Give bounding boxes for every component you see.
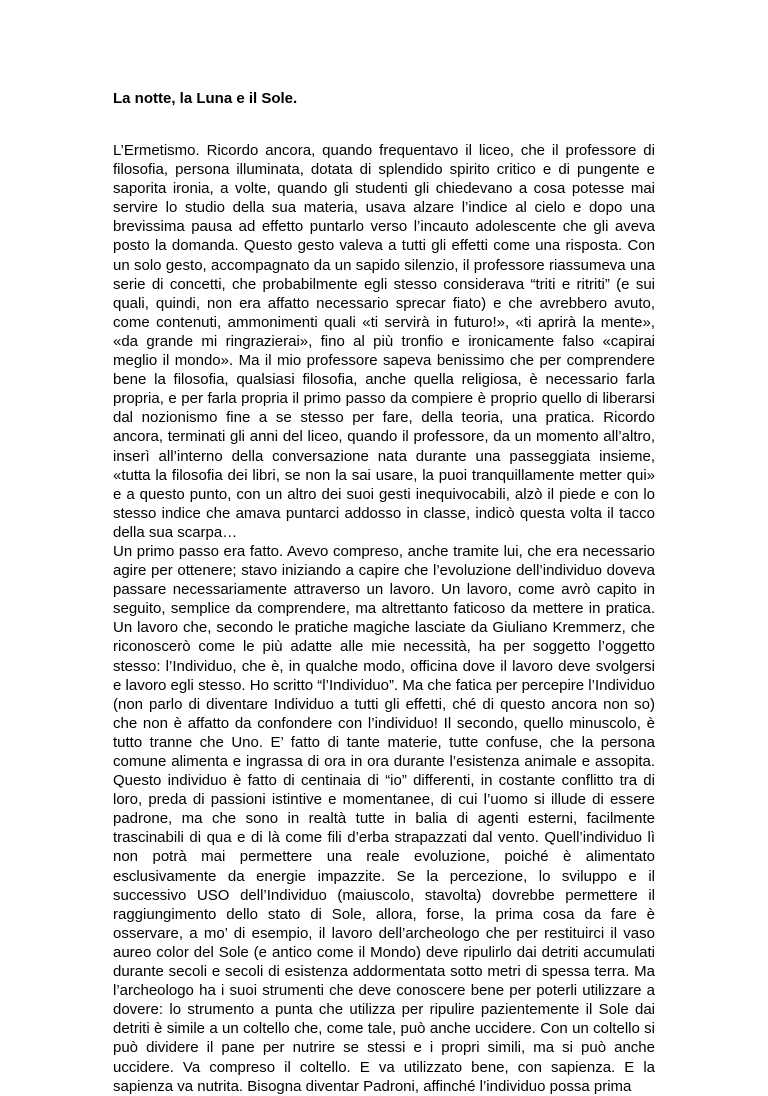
paragraph-1: L’Ermetismo. Ricordo ancora, quando frequentavo il liceo, che il professore di filosofia, persona illuminata, dotata di splendido spirito critico e di pungente e saporita ironia, a volte, quando gli studenti gli chiedevano a cosa potesse mai servire lo studio della sua materia, usava alzare l’indice al cielo e dopo una brevissima pausa ad effetto puntarlo verso l’incauto adolescente che gli aveva posto la domanda. Questo gesto valeva a tutti gli effetti come una risposta. Con un solo gesto, accompagnato da un sapido silenzio, il professore riassumeva una serie di concetti, che probabilmente egli stesso considerava “triti e ritriti” (e sui quali, quindi, non era affatto necessario sprecar fiato) e che avrebbero avuto, come contenuti, ammonimenti quali «ti servirà in futuro!», «ti aprirà la mente», «da grande mi ringrazierai», fino al più tronfio e ironicamente falso «capirai meglio il mondo». Ma il mio professore sapeva benissimo che per comprendere bene la filosofia, qualsiasi filosofia, anche quella religiosa, è necessario farla propria, e per farla propria il primo passo da compiere è proprio quello di liberarsi dal nozionismo fine a se stesso per fare, della teoria, una pratica. Ricordo ancora, terminati gli anni del liceo, quando il professore, da un momento all’altro, inserì all’interno della conversazione nata durante una passeggiata insieme, «tutta la filosofia dei libri, se non la sai usare, la puoi tranquillamente metter qui» e a questo punto, con un altro dei suoi gesti inequivocabili, alzò il piede e con lo stesso indice che amava puntarci addosso in classe, indicò questa volta il tacco della sua scarpa…	[113, 142, 655, 541]
document-title: La notte, la Luna e il Sole.	[113, 90, 298, 107]
document-page	[113, 89, 655, 1096]
paragraph-2: Un primo passo era fatto. Avevo compreso, anche tramite lui, che era necessario agire per ottenere; stavo iniziando a capire che l’evoluzione dell’individuo doveva passare necessariamente attraverso un lavoro. Un lavoro, come avrò capito in seguito, semplice da comprendere, ma altrettanto faticoso da mettere in pratica. Un lavoro che, secondo le pratiche magiche lasciate da Giuliano Kremmerz, che riconoscerò come le più adatte alle mie necessità, ha per soggetto l’oggetto stesso: l’Individuo, che è, in qualche modo, officina dove il lavoro deve svolgersi e lavoro egli stesso. Ho scritto “l’Individuo”. Ma che fatica per percepire l’Individuo (non parlo di diventare Individuo a tutti gli effetti, ché di questo ancora non so) che non è affatto da confondere con l’individuo! Il secondo, quello minuscolo, è tutto tranne che Uno. E’ fatto di tante materie, tutte confuse, che la persona comune alimenta e ingrassa di ora in ora durante l’esistenza animale e assopita. Questo individuo è fatto di centinaia di “io” differenti, in costante conflitto tra di loro, preda di passioni istintive e momentanee, di cui l’uomo si illude di essere padrone, ma che sono in realtà tutte in balia di agenti esterni, facilmente trascinabili di qua e di là come fili d’erba strapazzati dal vento. Quell’individuo lì non potrà mai permettere una reale evoluzione, poiché è alimentato esclusivamente da energie impazzite. Se la percezione, lo sviluppo e il successivo USO dell’Individuo (maiuscolo, stavolta) dovrebbe permettere il raggiungimento dello stato di Sole, allora, forse, la prima cosa da fare è osservare, a mo’ di esempio, il lavoro dell’archeologo che per restituirci il vaso aureo color del Sole (e antico come il Mondo) deve ripulirlo dai detriti accumulati durante secoli e secoli di esistenza addormentata sotto metri di spessa terra. Ma l’archeologo ha i suoi strumenti che deve conoscere bene per poterli utilizzare a dovere: lo strumento a punta che utilizza per ripulire pazientemente il Sole dai detriti è simile a un coltello che, come tale, può anche uccidere. Con un coltello si può dividere il pane per nutrire se stessi e i propri simili, ma si può anche uccidere. Va compreso il coltello. E va utilizzato bene, con sapienza. E la sapienza va nutrita. Bisogna diventar Padroni, affinché l’individuo possa prima	[113, 542, 655, 1095]
document-body	[113, 141, 655, 1096]
